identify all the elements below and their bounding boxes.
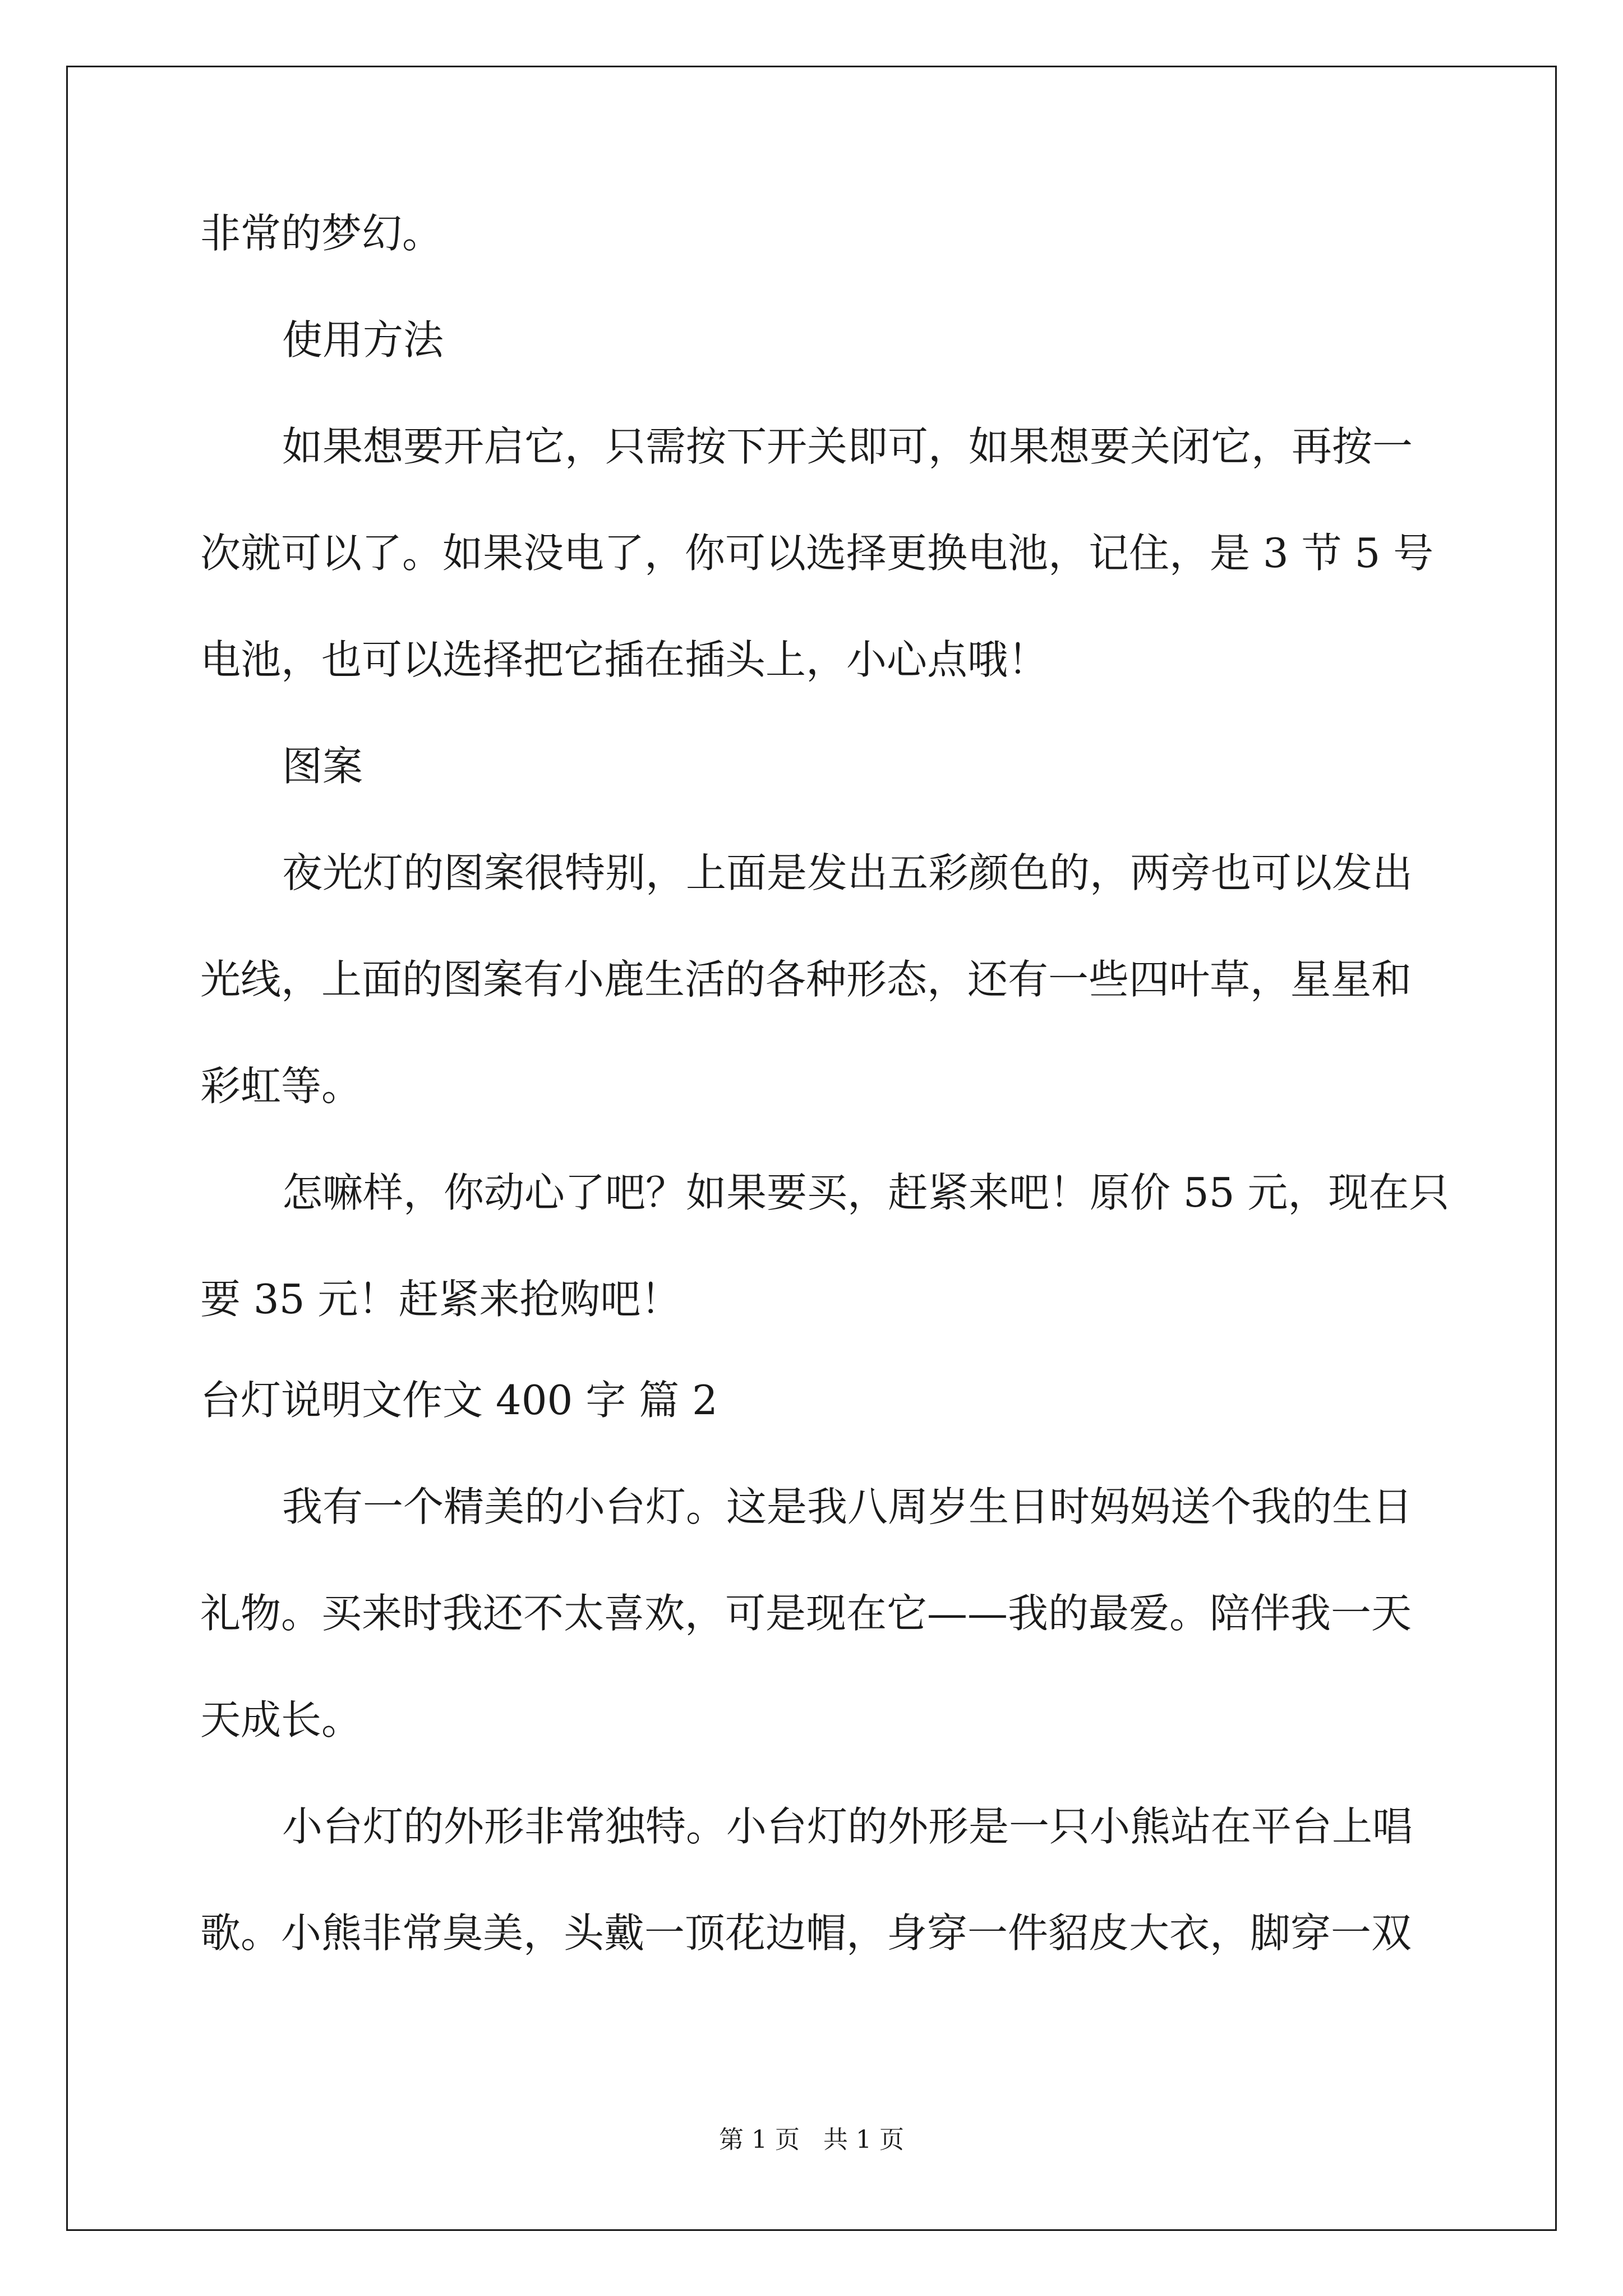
text-line: 光线，上面的图案有小鹿生活的各种形态，还有一些四叶草，星星和 — [200, 956, 1412, 1003]
text-line: 我有一个精美的小台灯。这是我八周岁生日时妈妈送个我的生日 — [282, 1483, 1413, 1530]
text-line: 彩虹等。 — [200, 1062, 362, 1110]
section-heading: 使用方法 — [282, 316, 444, 364]
text-line: 歌。小熊非常臭美，头戴一顶花边帽，身穿一件貂皮大衣，脚穿一双 — [200, 1910, 1412, 1957]
text-line: 礼物。买来时我还不太喜欢，可是现在它——我的最爱。陪伴我一天 — [200, 1590, 1412, 1637]
page-footer: 第 1 页 共 1 页 — [719, 2125, 904, 2154]
section-heading: 图案 — [282, 743, 363, 790]
text-line: 怎嘛样，你动心了吧？如果要买，赶紧来吧！原价 55 元，现在只 — [282, 1169, 1450, 1216]
text-line: 非常的梦幻。 — [200, 210, 443, 257]
text-line: 夜光灯的图案很特别，上面是发出五彩颜色的，两旁也可以发出 — [282, 849, 1413, 896]
text-line: 天成长。 — [200, 1696, 362, 1743]
article-title: 台灯说明文作文 400 字 篇 2 — [200, 1377, 718, 1424]
text-line: 电池，也可以选择把它插在插头上，小心点哦！ — [200, 636, 1049, 683]
text-line: 次就可以了。如果没电了，你可以选择更换电池，记住，是 3 节 5 号 — [200, 530, 1434, 577]
text-line: 小台灯的外形非常独特。小台灯的外形是一只小熊站在平台上唱 — [282, 1803, 1413, 1850]
text-line: 如果想要开启它，只需按下开关即可，如果想要关闭它，再按一 — [282, 423, 1413, 470]
text-line: 要 35 元！赶紧来抢购吧！ — [200, 1276, 681, 1323]
